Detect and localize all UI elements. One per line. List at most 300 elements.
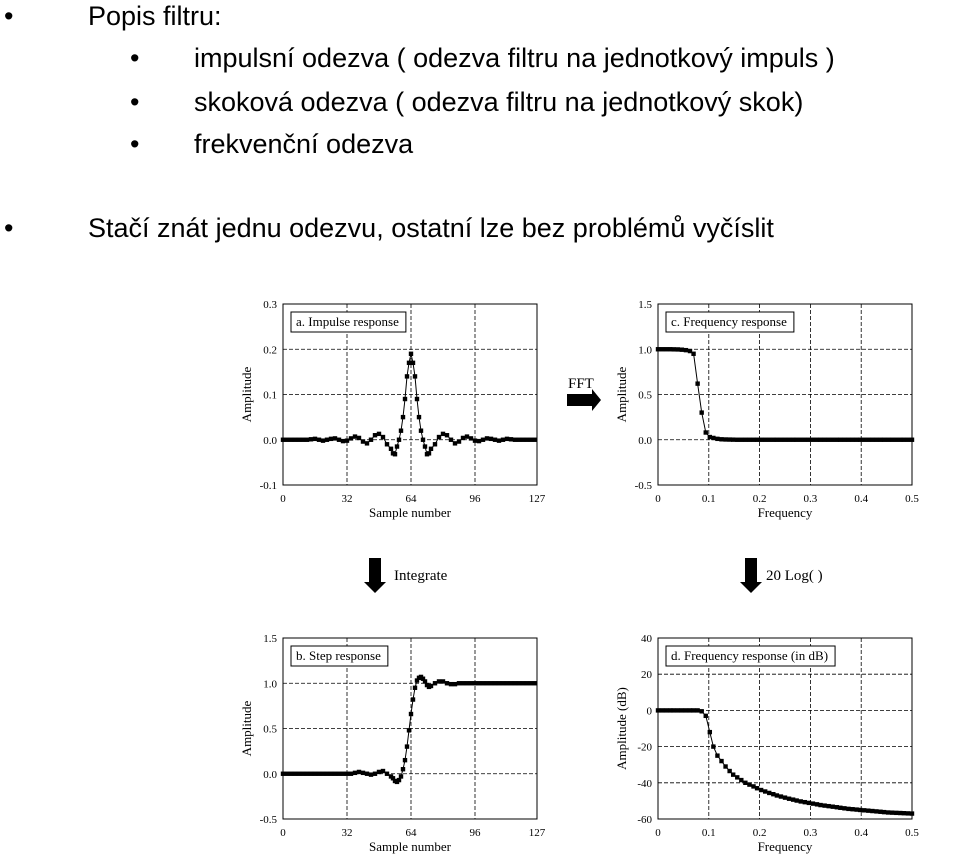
- data-point: [664, 708, 668, 712]
- data-point: [517, 681, 521, 685]
- fft-label: FFT: [568, 376, 594, 392]
- data-point: [803, 800, 807, 804]
- data-point: [842, 806, 846, 810]
- data-point: [419, 429, 423, 433]
- x-axis-label: Sample number: [369, 505, 451, 520]
- data-point: [377, 770, 381, 774]
- data-point: [874, 438, 878, 442]
- data-point: [329, 437, 333, 441]
- data-point: [345, 438, 349, 442]
- data-point: [427, 451, 431, 455]
- x-tick-label: 0: [655, 493, 661, 505]
- bullet-text: impulsní odezva ( odezva filtru na jednotkový impuls ): [194, 43, 835, 73]
- data-point: [521, 438, 525, 442]
- x-axis-label: Frequency: [757, 839, 813, 854]
- data-point: [321, 772, 325, 776]
- chart-title: b. Step response: [296, 648, 381, 663]
- data-point: [493, 438, 497, 442]
- data-point: [325, 438, 329, 442]
- data-point: [461, 436, 465, 440]
- data-point: [759, 788, 763, 792]
- data-point: [441, 679, 445, 683]
- data-point: [763, 438, 767, 442]
- data-point: [401, 767, 405, 771]
- data-point: [739, 778, 743, 782]
- data-point: [779, 438, 783, 442]
- x-tick-label: 0.5: [905, 493, 919, 505]
- data-point: [341, 439, 345, 443]
- chart-title: a. Impulse response: [296, 314, 399, 329]
- data-point: [399, 429, 403, 433]
- data-point: [405, 374, 409, 378]
- data-point: [811, 801, 815, 805]
- data-point: [846, 807, 850, 811]
- log-label: 20 Log( ): [766, 568, 823, 584]
- data-point: [309, 437, 313, 441]
- y-axis-label: Amplitude: [239, 700, 254, 757]
- data-point: [767, 791, 771, 795]
- data-point: [739, 438, 743, 442]
- data-point: [676, 708, 680, 712]
- x-tick-label: 0.4: [854, 493, 869, 505]
- data-point: [297, 772, 301, 776]
- data-point: [783, 795, 787, 799]
- bullet-dot: •: [4, 1, 14, 31]
- data-point: [441, 432, 445, 436]
- data-point: [870, 809, 874, 813]
- data-point: [469, 681, 473, 685]
- data-point: [846, 438, 850, 442]
- y-tick-label: 40: [641, 633, 652, 645]
- bullet-text: skoková odezva ( odezva filtru na jednotkový skok): [194, 87, 804, 117]
- data-point: [349, 436, 353, 440]
- x-tick-label: 0.3: [803, 827, 818, 839]
- data-point: [818, 438, 822, 442]
- data-point: [301, 772, 305, 776]
- data-point: [735, 775, 739, 779]
- data-point: [449, 682, 453, 686]
- data-point: [850, 438, 854, 442]
- data-point: [775, 438, 779, 442]
- data-point: [353, 771, 357, 775]
- data-point: [321, 438, 325, 442]
- data-point: [395, 444, 399, 448]
- data-point: [755, 438, 759, 442]
- data-point: [333, 772, 337, 776]
- data-point: [477, 439, 481, 443]
- data-point: [691, 352, 695, 356]
- x-tick-label: 0.2: [752, 827, 767, 839]
- data-point: [413, 374, 417, 378]
- data-point: [465, 681, 469, 685]
- data-point: [457, 439, 461, 443]
- data-point: [313, 772, 317, 776]
- x-tick-label: 32: [341, 827, 353, 839]
- x-axis-label: Frequency: [757, 505, 813, 520]
- data-point: [473, 681, 477, 685]
- data-point: [297, 438, 301, 442]
- data-point: [664, 347, 668, 351]
- data-point: [799, 799, 803, 803]
- data-point: [850, 807, 854, 811]
- data-point: [357, 770, 361, 774]
- data-point: [807, 438, 811, 442]
- data-point: [337, 438, 341, 442]
- data-point: [373, 433, 377, 437]
- data-point: [473, 438, 477, 442]
- data-point: [894, 438, 898, 442]
- chart-title: d. Frequency response (in dB): [671, 648, 829, 663]
- chart-a: [239, 299, 546, 520]
- data-point: [672, 708, 676, 712]
- data-point: [906, 438, 910, 442]
- data-point: [862, 438, 866, 442]
- data-point: [890, 438, 894, 442]
- data-point: [407, 361, 411, 365]
- x-tick-label: 32: [341, 493, 353, 505]
- x-tick-label: 0.4: [854, 827, 869, 839]
- data-point: [497, 681, 501, 685]
- data-point: [715, 437, 719, 441]
- x-tick-label: 96: [469, 493, 481, 505]
- data-point: [906, 811, 910, 815]
- y-tick-label: 0.0: [263, 768, 277, 781]
- data-point: [680, 348, 684, 352]
- data-point: [501, 438, 505, 442]
- data-point: [660, 347, 664, 351]
- data-point: [811, 438, 815, 442]
- data-point: [691, 708, 695, 712]
- data-point: [465, 434, 469, 438]
- data-point: [711, 436, 715, 440]
- data-point: [882, 810, 886, 814]
- data-point: [533, 681, 537, 685]
- data-point: [381, 769, 385, 773]
- data-point: [826, 804, 830, 808]
- data-point: [329, 772, 333, 776]
- data-point: [401, 415, 405, 419]
- data-point: [453, 682, 457, 686]
- data-point: [505, 681, 509, 685]
- chart-c: [614, 299, 919, 520]
- data-point: [672, 347, 676, 351]
- data-point: [381, 435, 385, 439]
- x-tick-label: 0: [280, 493, 286, 505]
- data-point: [838, 438, 842, 442]
- data-point: [684, 348, 688, 352]
- data-point: [417, 415, 421, 419]
- data-point: [429, 684, 433, 688]
- data-point: [403, 397, 407, 401]
- data-point: [731, 437, 735, 441]
- data-point: [397, 438, 401, 442]
- data-point: [743, 438, 747, 442]
- data-point: [775, 793, 779, 797]
- data-point: [660, 708, 664, 712]
- x-tick-label: 0.1: [701, 493, 716, 505]
- data-point: [437, 435, 441, 439]
- data-point: [305, 772, 309, 776]
- data-point: [501, 681, 505, 685]
- data-point: [842, 438, 846, 442]
- data-point: [862, 808, 866, 812]
- data-point: [349, 772, 353, 776]
- data-point: [838, 806, 842, 810]
- y-tick-label: -0.5: [259, 814, 277, 826]
- y-axis-label: Amplitude: [614, 366, 629, 423]
- data-point: [513, 438, 517, 442]
- data-point: [910, 438, 914, 442]
- data-point: [385, 442, 389, 446]
- data-point: [529, 438, 533, 442]
- data-point: [345, 772, 349, 776]
- data-point: [525, 681, 529, 685]
- y-tick-label: 1.0: [263, 678, 277, 691]
- data-point: [415, 397, 419, 401]
- data-point: [437, 679, 441, 683]
- y-tick-label: 0.5: [638, 389, 652, 402]
- x-tick-label: 0.1: [701, 827, 716, 839]
- data-point: [341, 772, 345, 776]
- log-arrow: [740, 558, 823, 593]
- data-point: [433, 681, 437, 685]
- data-point: [423, 444, 427, 448]
- data-point: [445, 681, 449, 685]
- data-point: [866, 438, 870, 442]
- data-point: [485, 681, 489, 685]
- data-point: [405, 744, 409, 748]
- data-point: [461, 681, 465, 685]
- data-point: [361, 439, 365, 443]
- data-point: [787, 797, 791, 801]
- x-tick-label: 0.2: [752, 493, 767, 505]
- data-point: [803, 438, 807, 442]
- data-point: [309, 772, 313, 776]
- data-point: [695, 708, 699, 712]
- data-point: [377, 432, 381, 436]
- y-tick-label: -20: [637, 741, 652, 754]
- bullet-text: Stačí znát jednu odezvu, ostatní lze bez problémů vyčíslit: [88, 213, 774, 243]
- data-point: [831, 804, 835, 808]
- data-point: [281, 772, 285, 776]
- data-point: [807, 801, 811, 805]
- data-point: [407, 728, 411, 732]
- x-tick-label: 96: [469, 827, 481, 839]
- y-tick-label: 0.0: [638, 434, 652, 447]
- x-tick-label: 127: [528, 493, 546, 505]
- y-tick-label: -40: [637, 777, 652, 790]
- data-point: [289, 772, 293, 776]
- data-point: [357, 436, 361, 440]
- data-point: [485, 436, 489, 440]
- data-point: [365, 441, 369, 445]
- data-point: [389, 447, 393, 451]
- data-point: [317, 772, 321, 776]
- data-point: [369, 772, 373, 776]
- data-point: [779, 794, 783, 798]
- data-point: [411, 697, 415, 701]
- data-point: [886, 438, 890, 442]
- data-point: [305, 438, 309, 442]
- data-point: [325, 772, 329, 776]
- data-point: [373, 772, 377, 776]
- data-point: [393, 452, 397, 456]
- data-point: [457, 681, 461, 685]
- data-point: [890, 810, 894, 814]
- data-point: [719, 437, 723, 441]
- data-point: [704, 430, 708, 434]
- data-point: [656, 347, 660, 351]
- data-point: [409, 352, 413, 356]
- fft-arrow: [567, 376, 601, 411]
- data-point: [858, 808, 862, 812]
- data-point: [517, 438, 521, 442]
- data-point: [353, 434, 357, 438]
- data-point: [525, 438, 529, 442]
- data-point: [822, 803, 826, 807]
- data-point: [285, 438, 289, 442]
- y-tick-label: 0.3: [263, 299, 277, 311]
- y-tick-label: -60: [637, 814, 652, 826]
- data-point: [866, 808, 870, 812]
- data-point: [497, 438, 501, 442]
- data-point: [831, 438, 835, 442]
- data-point: [509, 437, 513, 441]
- data-point: [421, 438, 425, 442]
- data-point: [301, 438, 305, 442]
- data-point: [429, 447, 433, 451]
- data-point: [489, 681, 493, 685]
- x-tick-label: 0.5: [905, 827, 919, 839]
- data-point: [902, 811, 906, 815]
- data-point: [719, 759, 723, 763]
- data-point: [695, 381, 699, 385]
- x-tick-label: 0: [280, 827, 286, 839]
- bullet-dot: •: [130, 43, 140, 73]
- integrate-arrow: [364, 558, 448, 593]
- data-point: [704, 714, 708, 718]
- y-tick-label: 1.5: [638, 299, 652, 311]
- data-point: [317, 438, 321, 442]
- data-point: [799, 438, 803, 442]
- x-tick-label: 0.3: [803, 493, 818, 505]
- y-tick-label: 20: [641, 669, 652, 682]
- data-point: [858, 438, 862, 442]
- x-tick-label: 64: [405, 493, 417, 505]
- data-point: [333, 436, 337, 440]
- data-point: [399, 774, 403, 778]
- data-point: [281, 438, 285, 442]
- data-point: [481, 681, 485, 685]
- data-point: [676, 347, 680, 351]
- data-point: [477, 681, 481, 685]
- data-point: [699, 709, 703, 713]
- data-point: [755, 786, 759, 790]
- data-point: [449, 438, 453, 442]
- data-point: [818, 803, 822, 807]
- bullet-dot: •: [130, 129, 140, 159]
- down-arrow-icon: [364, 558, 386, 593]
- data-point: [533, 438, 537, 442]
- data-point: [513, 681, 517, 685]
- data-point: [409, 712, 413, 716]
- y-axis-label: Amplitude (dB): [614, 687, 629, 770]
- data-point: [505, 437, 509, 441]
- y-tick-label: 0.5: [263, 723, 277, 736]
- x-axis-label: Sample number: [369, 839, 451, 854]
- data-point: [826, 438, 830, 442]
- data-point: [433, 442, 437, 446]
- data-point: [894, 811, 898, 815]
- data-point: [481, 438, 485, 442]
- y-tick-label: -0.1: [259, 480, 277, 492]
- data-point: [680, 708, 684, 712]
- y-tick-label: 1.0: [638, 344, 652, 357]
- y-tick-label: 1.5: [263, 633, 277, 645]
- y-axis-label: Amplitude: [239, 366, 254, 423]
- data-point: [509, 681, 513, 685]
- x-tick-label: 64: [405, 827, 417, 839]
- data-point: [794, 798, 798, 802]
- data-point: [723, 764, 727, 768]
- bullet-dot: •: [130, 87, 140, 117]
- x-tick-label: 127: [528, 827, 546, 839]
- data-point: [385, 772, 389, 776]
- integrate-label: Integrate: [394, 568, 448, 584]
- data-point: [735, 438, 739, 442]
- right-arrow-icon: [567, 389, 601, 411]
- y-tick-label: 0.0: [263, 434, 277, 447]
- data-point: [313, 437, 317, 441]
- data-point: [684, 708, 688, 712]
- data-point: [747, 782, 751, 786]
- data-point: [787, 438, 791, 442]
- data-point: [411, 361, 415, 365]
- bullet-dot: •: [4, 213, 14, 243]
- data-point: [337, 772, 341, 776]
- x-tick-label: 0: [655, 827, 661, 839]
- data-point: [403, 758, 407, 762]
- data-point: [882, 438, 886, 442]
- data-point: [489, 437, 493, 441]
- data-point: [822, 438, 826, 442]
- data-point: [289, 438, 293, 442]
- data-point: [453, 441, 457, 445]
- data-point: [285, 772, 289, 776]
- data-point: [794, 438, 798, 442]
- chart-d: [614, 633, 919, 854]
- chart-b: [239, 633, 546, 854]
- data-point: [715, 753, 719, 757]
- data-point: [910, 811, 914, 815]
- data-point: [708, 730, 712, 734]
- data-point: [723, 437, 727, 441]
- data-point: [886, 810, 890, 814]
- data-point: [493, 681, 497, 685]
- y-tick-label: 0.1: [263, 389, 277, 402]
- chart-title: c. Frequency response: [671, 314, 787, 329]
- data-point: [870, 438, 874, 442]
- data-point: [783, 438, 787, 442]
- data-point: [763, 789, 767, 793]
- data-point: [521, 681, 525, 685]
- data-point: [469, 436, 473, 440]
- y-tick-label: -0.5: [634, 480, 652, 492]
- data-point: [874, 809, 878, 813]
- data-point: [365, 772, 369, 776]
- data-point: [445, 433, 449, 437]
- data-point: [369, 438, 373, 442]
